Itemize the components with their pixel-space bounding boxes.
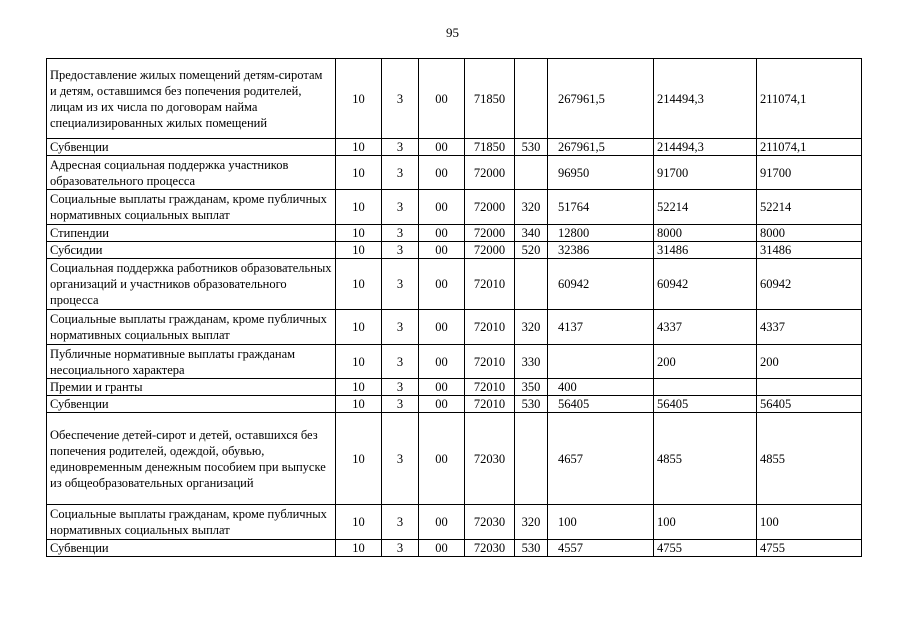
row-name-cell: Субсидии bbox=[47, 242, 336, 259]
code-cell-c4: 72030 bbox=[465, 540, 515, 557]
code-cell-c3: 00 bbox=[419, 156, 465, 190]
code-cell-c5: 350 bbox=[515, 379, 548, 396]
code-cell-c3: 00 bbox=[419, 139, 465, 156]
code-cell-c2: 3 bbox=[382, 379, 419, 396]
code-cell-c2: 3 bbox=[382, 505, 419, 540]
code-cell-c4: 71850 bbox=[465, 139, 515, 156]
row-name-cell: Субвенции bbox=[47, 540, 336, 557]
amount-cell-a3: 211074,1 bbox=[757, 59, 862, 139]
amount-cell-a3: 31486 bbox=[757, 242, 862, 259]
amount-cell-a2: 31486 bbox=[654, 242, 757, 259]
amount-cell-a3: 8000 bbox=[757, 225, 862, 242]
code-cell-c2: 3 bbox=[382, 413, 419, 505]
amount-cell-a2: 4337 bbox=[654, 310, 757, 345]
code-cell-c2: 3 bbox=[382, 225, 419, 242]
amount-cell-a3: 4337 bbox=[757, 310, 862, 345]
row-name-cell: Социальные выплаты гражданам, кроме публичных нормативных социальных выплат bbox=[47, 505, 336, 540]
code-cell-c2: 3 bbox=[382, 242, 419, 259]
code-cell-c1: 10 bbox=[336, 413, 382, 505]
code-cell-c1: 10 bbox=[336, 59, 382, 139]
amount-cell-a2: 56405 bbox=[654, 396, 757, 413]
table-row bbox=[47, 396, 862, 413]
code-cell-c4: 72030 bbox=[465, 413, 515, 505]
amount-cell-a3: 60942 bbox=[757, 259, 862, 310]
code-cell-c5: 530 bbox=[515, 139, 548, 156]
amount-cell-a3 bbox=[757, 379, 862, 396]
table-row bbox=[47, 505, 862, 540]
table-row bbox=[47, 540, 862, 557]
code-cell-c2: 3 bbox=[382, 59, 419, 139]
code-cell-c3: 00 bbox=[419, 505, 465, 540]
code-cell-c2: 3 bbox=[382, 396, 419, 413]
code-cell-c3: 00 bbox=[419, 379, 465, 396]
amount-cell-a2: 214494,3 bbox=[654, 59, 757, 139]
code-cell-c5: 530 bbox=[515, 540, 548, 557]
row-name-cell: Предоставление жилых помещений детям-сиротам и детям, оставшимся без попечения родителей, лицам из их числа по договорам найма специализированных жилых помещений bbox=[47, 59, 336, 139]
code-cell-c1: 10 bbox=[336, 190, 382, 225]
amount-cell-a2: 4755 bbox=[654, 540, 757, 557]
amount-cell-a1: 400 bbox=[548, 379, 654, 396]
code-cell-c1: 10 bbox=[336, 139, 382, 156]
code-cell-c2: 3 bbox=[382, 345, 419, 379]
code-cell-c3: 00 bbox=[419, 242, 465, 259]
code-cell-c5: 330 bbox=[515, 345, 548, 379]
amount-cell-a1: 100 bbox=[548, 505, 654, 540]
code-cell-c3: 00 bbox=[419, 259, 465, 310]
amount-cell-a2: 91700 bbox=[654, 156, 757, 190]
code-cell-c3: 00 bbox=[419, 59, 465, 139]
table-row bbox=[47, 413, 862, 505]
code-cell-c4: 72010 bbox=[465, 379, 515, 396]
amount-cell-a3: 52214 bbox=[757, 190, 862, 225]
row-name-cell: Субвенции bbox=[47, 139, 336, 156]
amount-cell-a3: 200 bbox=[757, 345, 862, 379]
row-name-cell: Стипендии bbox=[47, 225, 336, 242]
amount-cell-a3: 4755 bbox=[757, 540, 862, 557]
amount-cell-a2: 52214 bbox=[654, 190, 757, 225]
amount-cell-a2: 4855 bbox=[654, 413, 757, 505]
code-cell-c4: 72030 bbox=[465, 505, 515, 540]
amount-cell-a2: 200 bbox=[654, 345, 757, 379]
amount-cell-a1 bbox=[548, 345, 654, 379]
code-cell-c1: 10 bbox=[336, 540, 382, 557]
amount-cell-a1: 4137 bbox=[548, 310, 654, 345]
table-row bbox=[47, 379, 862, 396]
row-name-cell: Социальные выплаты гражданам, кроме публичных нормативных социальных выплат bbox=[47, 310, 336, 345]
table-row bbox=[47, 310, 862, 345]
code-cell-c4: 72010 bbox=[465, 259, 515, 310]
code-cell-c4: 72000 bbox=[465, 242, 515, 259]
code-cell-c2: 3 bbox=[382, 139, 419, 156]
code-cell-c1: 10 bbox=[336, 505, 382, 540]
table-row bbox=[47, 225, 862, 242]
code-cell-c3: 00 bbox=[419, 310, 465, 345]
code-cell-c5: 340 bbox=[515, 225, 548, 242]
code-cell-c3: 00 bbox=[419, 396, 465, 413]
page-number: 95 bbox=[446, 25, 459, 40]
code-cell-c4: 72010 bbox=[465, 310, 515, 345]
code-cell-c2: 3 bbox=[382, 190, 419, 225]
code-cell-c5: 530 bbox=[515, 396, 548, 413]
code-cell-c3: 00 bbox=[419, 345, 465, 379]
code-cell-c3: 00 bbox=[419, 413, 465, 505]
code-cell-c1: 10 bbox=[336, 242, 382, 259]
amount-cell-a1: 96950 bbox=[548, 156, 654, 190]
table-row bbox=[47, 139, 862, 156]
code-cell-c1: 10 bbox=[336, 156, 382, 190]
code-cell-c5: 320 bbox=[515, 190, 548, 225]
table-body bbox=[47, 59, 862, 557]
row-name-cell: Субвенции bbox=[47, 396, 336, 413]
code-cell-c3: 00 bbox=[419, 540, 465, 557]
table-row bbox=[47, 345, 862, 379]
code-cell-c2: 3 bbox=[382, 310, 419, 345]
code-cell-c1: 10 bbox=[336, 225, 382, 242]
code-cell-c2: 3 bbox=[382, 540, 419, 557]
code-cell-c1: 10 bbox=[336, 345, 382, 379]
table-row bbox=[47, 190, 862, 225]
amount-cell-a1: 32386 bbox=[548, 242, 654, 259]
code-cell-c2: 3 bbox=[382, 259, 419, 310]
row-name-cell: Обеспечение детей-сирот и детей, оставшихся без попечения родителей, одеждой, обувью, единовременным денежным пособием при выпуске из общеобразовательных организаций bbox=[47, 413, 336, 505]
amount-cell-a1: 4657 bbox=[548, 413, 654, 505]
code-cell-c4: 72000 bbox=[465, 156, 515, 190]
amount-cell-a1: 267961,5 bbox=[548, 139, 654, 156]
table-row bbox=[47, 259, 862, 310]
code-cell-c1: 10 bbox=[336, 379, 382, 396]
amount-cell-a1: 51764 bbox=[548, 190, 654, 225]
budget-table bbox=[46, 58, 862, 557]
code-cell-c5 bbox=[515, 59, 548, 139]
amount-cell-a1: 267961,5 bbox=[548, 59, 654, 139]
code-cell-c2: 3 bbox=[382, 156, 419, 190]
code-cell-c4: 71850 bbox=[465, 59, 515, 139]
row-name-cell: Социальные выплаты гражданам, кроме публичных нормативных социальных выплат bbox=[47, 190, 336, 225]
amount-cell-a2 bbox=[654, 379, 757, 396]
code-cell-c5: 320 bbox=[515, 505, 548, 540]
amount-cell-a1: 12800 bbox=[548, 225, 654, 242]
code-cell-c5: 520 bbox=[515, 242, 548, 259]
row-name-cell: Премии и гранты bbox=[47, 379, 336, 396]
amount-cell-a2: 8000 bbox=[654, 225, 757, 242]
table-row bbox=[47, 59, 862, 139]
row-name-cell: Социальная поддержка работников образовательных организаций и участников образовательного процесса bbox=[47, 259, 336, 310]
code-cell-c4: 72000 bbox=[465, 225, 515, 242]
amount-cell-a3: 56405 bbox=[757, 396, 862, 413]
code-cell-c3: 00 bbox=[419, 225, 465, 242]
amount-cell-a3: 4855 bbox=[757, 413, 862, 505]
code-cell-c1: 10 bbox=[336, 310, 382, 345]
code-cell-c5 bbox=[515, 413, 548, 505]
amount-cell-a3: 211074,1 bbox=[757, 139, 862, 156]
code-cell-c4: 72000 bbox=[465, 190, 515, 225]
row-name-cell: Публичные нормативные выплаты гражданам несоциального характера bbox=[47, 345, 336, 379]
code-cell-c4: 72010 bbox=[465, 345, 515, 379]
code-cell-c1: 10 bbox=[336, 259, 382, 310]
amount-cell-a2: 60942 bbox=[654, 259, 757, 310]
code-cell-c5: 320 bbox=[515, 310, 548, 345]
table-row bbox=[47, 156, 862, 190]
table-row bbox=[47, 242, 862, 259]
amount-cell-a2: 100 bbox=[654, 505, 757, 540]
amount-cell-a1: 60942 bbox=[548, 259, 654, 310]
amount-cell-a3: 100 bbox=[757, 505, 862, 540]
code-cell-c1: 10 bbox=[336, 396, 382, 413]
amount-cell-a1: 56405 bbox=[548, 396, 654, 413]
code-cell-c3: 00 bbox=[419, 190, 465, 225]
code-cell-c5 bbox=[515, 156, 548, 190]
code-cell-c4: 72010 bbox=[465, 396, 515, 413]
row-name-cell: Адресная социальная поддержка участников образовательного процесса bbox=[47, 156, 336, 190]
amount-cell-a1: 4557 bbox=[548, 540, 654, 557]
code-cell-c5 bbox=[515, 259, 548, 310]
amount-cell-a2: 214494,3 bbox=[654, 139, 757, 156]
amount-cell-a3: 91700 bbox=[757, 156, 862, 190]
